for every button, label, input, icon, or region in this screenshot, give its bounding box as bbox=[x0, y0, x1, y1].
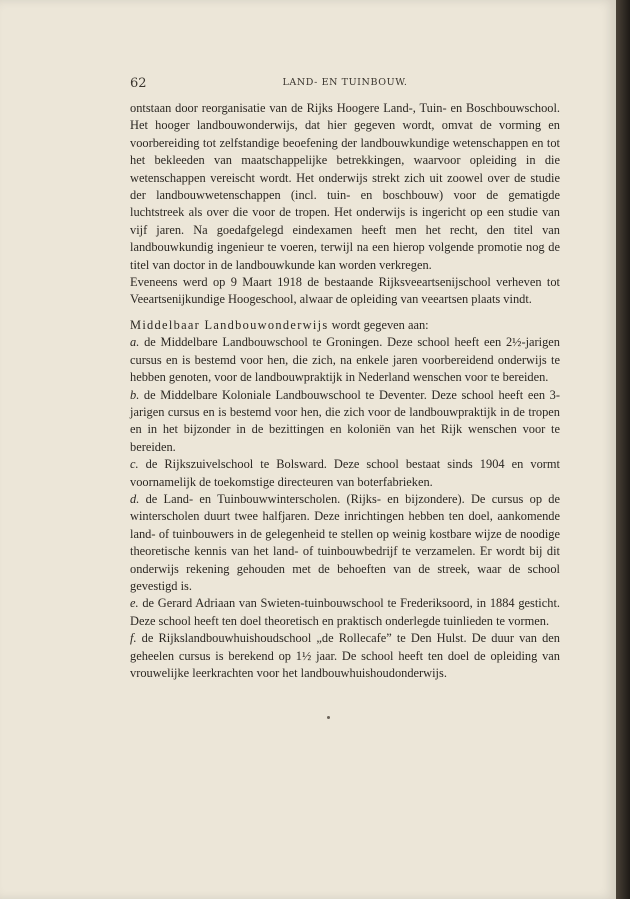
list-item bbox=[130, 630, 560, 682]
list-item bbox=[130, 491, 560, 595]
section-intro: wordt gegeven aan: bbox=[328, 317, 429, 332]
item-label: b. bbox=[130, 387, 140, 402]
paragraph-veeartsenij: Eveneens werd op 9 Maart 1918 de bestaande Rijksveeartsenijschool verheven tot Veeartsenijkundige Hoogeschool, alwaar de opleiding van veeartsen plaats vindt. bbox=[130, 275, 560, 307]
page-number: 62 bbox=[130, 76, 147, 91]
item-label: a. bbox=[130, 335, 140, 350]
running-title: LAND- EN TUINBOUW. bbox=[282, 77, 408, 88]
item-label: d. bbox=[130, 491, 140, 506]
list-item bbox=[130, 456, 560, 491]
body-text bbox=[130, 100, 560, 682]
paragraph-hooger-onderwijs: ontstaan door reorganisatie van de Rijks Hoogere Land-, Tuin- en Boschbouwschool. Het hooger landbouwonderwijs, dat hier gegeven wordt, omvat de vorming en voorbereiding tot zelfstandige beoefening der landbouwkundige wetenschappen en tot het bekleeden van maatschappelijke betrekkingen, waarvoor opleiding in die wetenschappen vereischt wordt. Het onderwijs strekt zich uit zoowel over de studie der landbouwwetenschappen (incl. tuin- en boschbouw) voor de gematigde luchtstreek als over die voor de tropen. Het onderwijs is ingericht op een studie van vijf jaren. Na goedafgelegd eindexamen heeft men het recht, den titel van landbouwkundig ingenieur te voeren, terwijl na een hierop volgende promotie nog de titel van doctor in de landbouwkunde kan worden verkregen. bbox=[130, 101, 560, 272]
item-label: c. bbox=[130, 457, 139, 472]
item-text: de Rijkszuivelschool te Bolsward. Deze school bestaat sinds 1904 en vormt voornamelijk de toekomstige directeuren van boterfabrieken. bbox=[130, 457, 560, 489]
list-item bbox=[130, 334, 560, 386]
section-heading: Middelbaar Landbouwonderwijs bbox=[130, 317, 329, 332]
item-text: de Middelbare Koloniale Landbouwschool te Deventer. Deze school heeft een 3-jarigen cursus en is bestemd voor hen, die zich voor de landbouwpraktijk in de tropen en in het bijzonder in de bezittingen en koloniën van het Rijk wenschen voor te bereiden. bbox=[130, 387, 560, 454]
paragraph-middelbaar-intro bbox=[130, 317, 560, 334]
item-text: de Gerard Adriaan van Swieten-tuinbouwschool te Frederiksoord, in 1884 gesticht. Deze school heeft ten doel theoretisch en praktisch onderlegde tuinlieden te vormen. bbox=[130, 596, 560, 628]
ink-speck bbox=[327, 716, 330, 719]
item-label: e. bbox=[130, 596, 139, 611]
item-text: de Middelbare Landbouwschool te Groningen. Deze school heeft een 2½-jarigen cursus en is bestemd voor hen, die zich, na enkele jaren voorbereidend onderwijs te hebben genoten, voor de landbouwpraktijk in Nederland wenschen voor te bereiden. bbox=[130, 335, 560, 385]
item-text: de Land- en Tuinbouwwinterscholen. (Rijks- en bijzondere). De cursus op de winterscholen duurt twee halfjaren. Deze inrichtingen hebben ten doel, aankomende land- of tuinbouwers in de gelegenheid te stellen op weinig kostbare wijze de noodige theoretische kennis van het land- of tuinbouwbedrijf te verzamelen. Er wordt bij dit onderwijs rekening gehouden met de behoeften van de streek, waar de school gevestigd is. bbox=[130, 491, 560, 593]
item-text: de Rijkslandbouwhuishoudschool „de Rollecafe” te Den Hulst. De duur van den geheelen cursus is berekend op 1½ jaar. De school heeft ten doel de opleiding van vrouwelijke leerkrachten voor het landbouwhuishoudonderwijs. bbox=[130, 631, 560, 680]
list-item bbox=[130, 595, 560, 630]
item-label: f. bbox=[130, 631, 137, 646]
page-header bbox=[130, 76, 560, 92]
book-spine bbox=[616, 0, 630, 899]
list-item bbox=[130, 387, 560, 457]
